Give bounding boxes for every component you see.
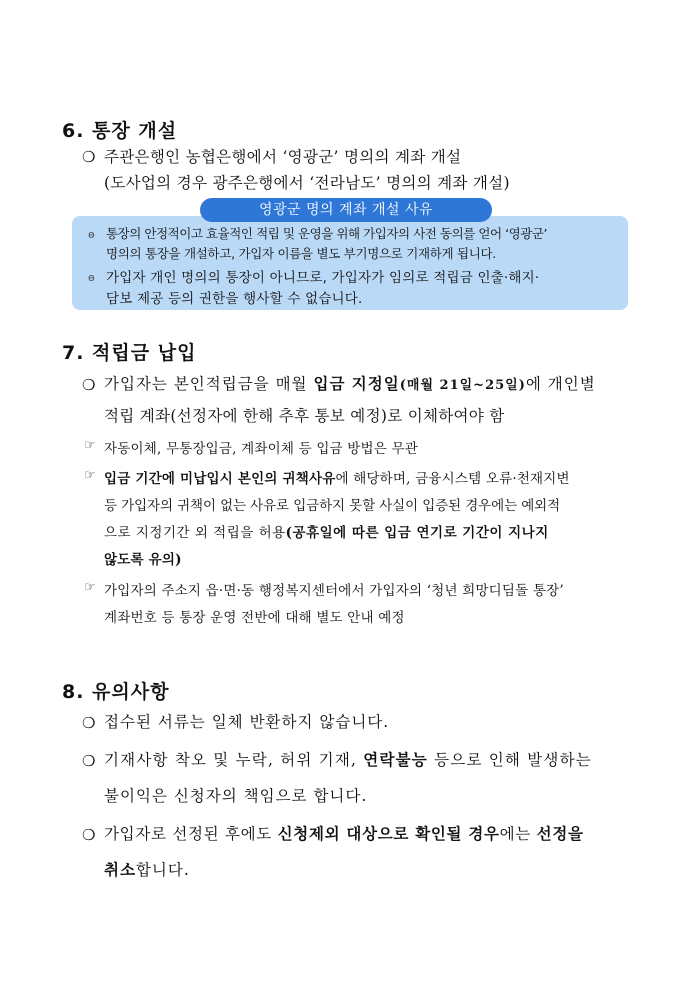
box-item-icon: ɵ: [88, 228, 95, 241]
section7-title: 7. 적립금 납입: [62, 342, 197, 364]
bullet-circle-icon: ❍: [82, 752, 96, 770]
box-item1-line1: 통장의 안정적이고 효율적인 적립 및 운영을 위해 가입자의 사전 동의를 얻어 ‘영광군’: [106, 226, 548, 241]
section8-item1: 접수된 서류는 일체 반환하지 않습니다.: [104, 713, 390, 731]
section7-note3-line2: 계좌번호 등 통장 운영 전반에 대해 별도 안내 예정: [104, 610, 405, 626]
section7-note2-line1: 입금 기간에 미납입시 본인의 귀책사유에 해당하며, 금융시스템 오류·천재지변: [104, 471, 570, 487]
box-item-icon: ɵ: [88, 271, 95, 284]
section7-line1: 가입자는 본인적립금을 매월 입금 지정일(매월 21일~25일)에 개인별: [104, 374, 596, 393]
section7-note2-line2: 등 가입자의 귀책이 없는 사유로 입금하지 못할 사실이 입증된 경우에는 예외적: [104, 498, 561, 514]
section8-item3-line2: 취소합니다.: [104, 860, 190, 879]
box-item2-line2: 담보 제공 등의 권한을 행사할 수 없습니다.: [106, 291, 363, 307]
section7-note1: 자동이체, 무통장입금, 계좌이체 등 입금 방법은 무관: [104, 441, 418, 457]
pointing-hand-icon: ☞: [84, 438, 96, 453]
section8-item2-line2: 불이익은 신청자의 책임으로 합니다.: [104, 787, 368, 805]
section8-item2-line1: 기재사항 착오 및 누락, 허위 기재, 연락불능 등으로 인해 발생하는: [104, 750, 592, 769]
section7-line2: 적립 계좌(선정자에 한해 추후 통보 예정)로 이체하여야 함: [104, 407, 505, 425]
box-item2-line1: 가입자 개인 명의의 통장이 아니므로, 가입자가 임의로 적립금 인출·해지·: [106, 270, 540, 286]
bullet-circle-icon: ❍: [82, 376, 96, 394]
section8-title: 8. 유의사항: [62, 681, 170, 703]
section6-line1: 주관은행인 농협은행에서 ‘영광군’ 명의의 계좌 개설: [104, 148, 462, 166]
bullet-circle-icon: ❍: [82, 714, 96, 732]
reason-box-title: 영광군 명의 계좌 개설 사유: [200, 198, 492, 222]
bullet-circle-icon: ❍: [82, 148, 96, 166]
section7-note2-line3: 으로 지정기간 외 적립을 허용(공휴일에 따른 입금 연기로 기간이 지나지: [104, 525, 549, 541]
bullet-circle-icon: ❍: [82, 826, 96, 844]
section7-note2-line4: 않도록 유의): [104, 552, 182, 568]
section7-note3-line1: 가입자의 주소지 읍·면·동 행정복지센터에서 가입자의 ‘청년 희망디딤돌 통장’: [104, 583, 564, 599]
section6-title: 6. 통장 개설: [62, 120, 178, 142]
section6-line2: (도사업의 경우 광주은행에서 ‘전라남도’ 명의의 계좌 개설): [104, 174, 510, 192]
pointing-hand-icon: ☞: [84, 580, 96, 595]
section8-item3-line1: 가입자로 선정된 후에도 신청제외 대상으로 확인될 경우에는 선정을: [104, 824, 584, 843]
box-item1-line2: 명의의 통장을 개설하고, 가입자 이름을 별도 부기명으로 기재하게 됩니다.: [106, 246, 496, 261]
pointing-hand-icon: ☞: [84, 468, 96, 483]
